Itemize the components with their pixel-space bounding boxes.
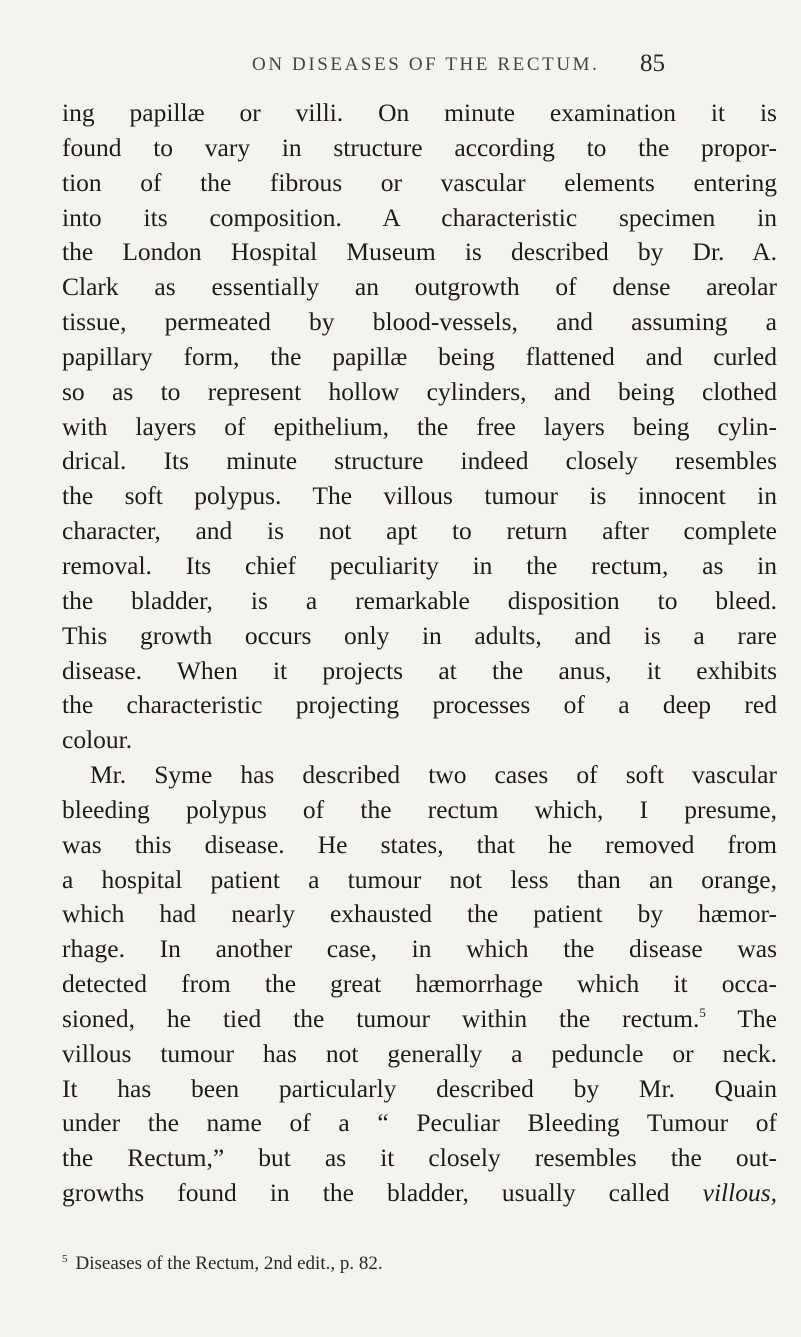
text-line: It has been particularly described by Mr. Quain [62,1073,777,1103]
text-line: the characteristic projecting processes of a deep red [62,690,777,720]
line-text: sioned, he tied the tumour within the rectum. [62,1003,700,1033]
text-line: the London Hospital Museum is described by Dr. A. [62,237,777,267]
text-line: was this disease. He states, that he removed from [62,829,777,859]
text-line: detected from the great hæmorrhage which it occa- [62,969,777,999]
line-text-tail: The [705,1003,777,1033]
text-line: This growth occurs only in adults, and is a rare [62,620,777,650]
italic-term: villous, [702,1178,778,1208]
text-line: drical. Its minute structure indeed closely resembles [62,446,777,476]
text-line: tion of the fibrous or vascular elements entering [62,167,777,197]
text-line-with-note [62,1002,777,1037]
text-line: a hospital patient a tumour not less than an orange, [62,864,777,894]
text-line: character, and is not apt to return after complete [62,516,777,546]
text-line: removal. Its chief peculiarity in the rectum, as in [62,550,777,580]
text-line: into its composition. A characteristic specimen in [62,202,777,232]
text-line: Clark as essentially an outgrowth of dense areolar [62,272,777,302]
page-number: 85 [640,50,665,77]
text-line: with layers of epithelium, the free layers being cylin- [62,411,777,441]
text-line-with-italic [62,1176,777,1211]
footnote [62,1253,777,1275]
body-text [62,96,777,1211]
text-line: which had nearly exhausted the patient by hæmor- [62,899,777,929]
text-line: rhage. In another case, in which the disease was [62,934,777,964]
running-title: ON DISEASES OF THE RECTUM. [252,54,600,75]
paragraph-start-line: Mr. Syme has described two cases of soft vascular [90,760,777,790]
text-line: ing papillæ or villi. On minute examination it is [62,98,777,127]
text-line: found to vary in structure according to the propor- [62,132,777,162]
text-line: papillary form, the papillæ being flattened and curled [62,341,777,371]
text-line: under the name of a “ Peculiar Bleeding Tumour of [62,1108,777,1138]
text-line: villous tumour has not generally a peduncle or neck. [62,1038,777,1068]
footnote-marker: 5 [62,1253,68,1265]
text-line: colour. [62,725,133,755]
line-text: growths found in the bladder, usually called [62,1178,670,1208]
text-line: tissue, permeated by blood-vessels, and assuming a [62,307,777,337]
text-line: so as to represent hollow cylinders, and being clothed [62,376,777,406]
text-line: disease. When it projects at the anus, it exhibits [62,655,777,685]
text-line: the bladder, is a remarkable disposition to bleed. [62,585,777,615]
footnote-reference: 5 [699,1004,706,1020]
footnote-text: Diseases of the Rectum, 2nd edit., p. 82. [75,1253,383,1274]
text-line: the soft polypus. The villous tumour is innocent in [62,481,777,511]
text-line: bleeding polypus of the rectum which, I presume, [62,794,777,824]
text-line: the Rectum,” but as it closely resembles the out- [62,1143,777,1173]
running-head [0,50,801,86]
